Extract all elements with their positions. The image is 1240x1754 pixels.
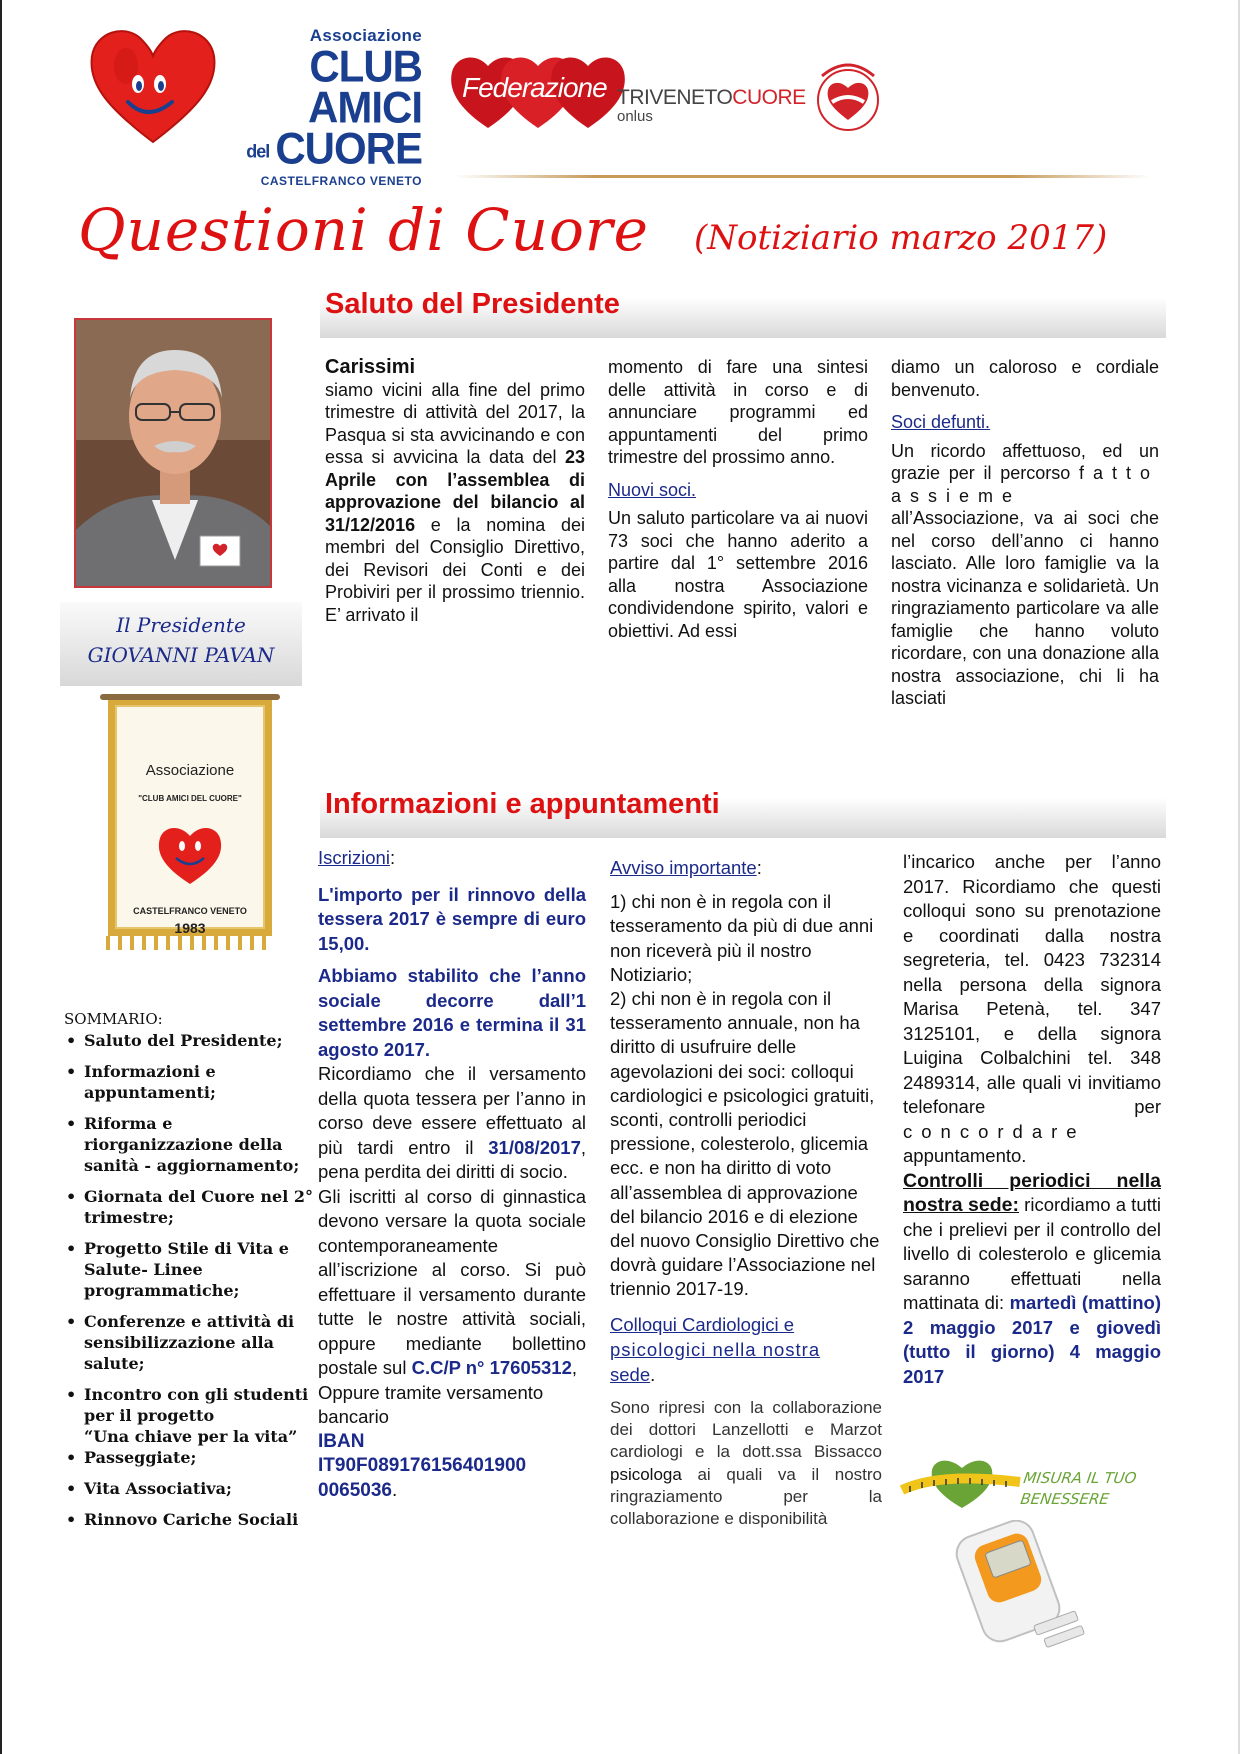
iscrizioni-colon: : <box>389 847 396 868</box>
iscrizioni-bancario: Oppure tramite versamento bancario <box>318 1381 544 1427</box>
sommario-item: • Giornata del Cuore nel 2° trimestre; <box>64 1186 314 1228</box>
controlli-date: martedì (mattino) 2 maggio 2017 e giovedì (tutto il giorno) 4 maggio 2017 <box>903 1292 1161 1387</box>
sommario-item: • Saluto del Presidente; <box>64 1030 314 1051</box>
club-pennant <box>100 688 280 956</box>
saluto-benvenuto: diamo un caloroso e cordiale benvenuto. <box>891 357 1159 400</box>
section-heading-informazioni: Informazioni e appuntamenti <box>320 780 1166 838</box>
nuovi-soci-heading: Nuovi soci. <box>608 479 697 500</box>
avviso-punto-1: 1) chi non è in regola con il tesseramento da più di due anni non riceverà più il nostro Notiziario; <box>610 891 874 985</box>
saluto-column-3 <box>891 356 1159 710</box>
pennant-assoc: Associazione <box>145 762 235 779</box>
sommario-item: • Progetto Stile di Vita e Salute- Linee programmatiche; <box>64 1238 314 1301</box>
colloqui-heading-end: . <box>650 1363 656 1385</box>
pennant-city: CASTELFRANCO VENETO <box>133 906 247 916</box>
iscrizioni-ccp-comma: , <box>571 1357 578 1378</box>
tape-heart-icon <box>900 1452 1025 1512</box>
president-role: Il Presidente <box>116 613 246 637</box>
club-city: CASTELFRANCO VENETO <box>260 174 422 189</box>
saluto-con: con <box>376 469 448 490</box>
club-name-logo <box>232 26 422 188</box>
president-caption <box>60 602 302 686</box>
info-column-1 <box>318 846 586 1503</box>
conacuore-logo <box>808 56 888 136</box>
controlli-text: ricordiamo a tutti che i prelievi per il controllo del livello di colesterolo e glicemia saranno effettuati nella mattinata di: <box>903 1194 1162 1313</box>
saluto-text-a: siamo vicini alla fine del primo trimestre di attività del 2017, la Pasqua si sta avvicinando e con essa si avvicina la data del <box>325 379 585 467</box>
nuovi-soci-text: Un saluto particolare va ai nuovi 73 soci che hanno aderito a partire dal 1° settembre 2016 alla nostra Associazione condividendone spirito, valori e obiettivi. Ad essi <box>608 508 868 641</box>
triveneto-text: TRIVENETO <box>617 86 733 109</box>
glucometer-icon <box>940 1520 1090 1650</box>
misura-line-2: BENESSERE <box>1019 1490 1111 1508</box>
president-name: GIOVANNI PAVAN <box>87 643 275 667</box>
soci-defunti-heading: Soci defunti. <box>891 412 991 432</box>
saluto-column-2 <box>608 356 868 642</box>
sommario-item: • Passeggiate; <box>64 1447 314 1468</box>
avviso-heading: Avviso importante <box>610 857 757 878</box>
colloqui-text-b: ai quali va il nostro ringraziamento per la collaborazione e disponibilità <box>610 1464 882 1529</box>
section-heading-saluto: Saluto del Presidente <box>320 280 1166 338</box>
iscrizioni-heading: Iscrizioni <box>318 847 390 868</box>
iscrizioni-importo: L'importo per il rinnovo della tessera 2017 è sempre di euro 15,00. <box>318 883 586 954</box>
club-assoc-text: Associazione <box>309 26 422 45</box>
avviso-punto-2: 2) chi non è in regola con il tesseramento annuale, non ha diritto di usufruire delle agevolazioni dei soci: colloqui cardiologici e psicologici gratuiti, sconti, controlli periodici pressione, colesterolo, glicemia ecc. e non ha diritto di voto all’assemblea di approvazione del bilancio 2016 e di elezione del nuovo Consiglio Direttivo che dovrà guidare l’Associazione nel triennio 2017-19. <box>610 988 880 1300</box>
iban-part2: 0065036 <box>318 1479 392 1501</box>
sommario-item: • Riforma e riorganizzazione della sanità - aggiornamento; <box>64 1113 314 1176</box>
info-column-2 <box>610 856 882 1530</box>
sommario-item-sub: “Una chiave per la vita” <box>84 1427 298 1446</box>
sommario-item: • Vita Associativa; <box>64 1478 314 1499</box>
club-heart-logo <box>88 26 218 146</box>
saluto-date: 23 Aprile <box>325 447 585 490</box>
misura-line-1: MISURA IL TUO <box>1022 1469 1138 1487</box>
club-line3: CUORE <box>275 123 422 174</box>
iban-part1: IT90F089176156401900 <box>318 1455 527 1476</box>
sommario-item <box>64 1384 314 1447</box>
president-photo <box>74 318 272 588</box>
sommario-item: • Conferenze e attività di sensibilizzazione alla salute; <box>64 1311 314 1374</box>
colloqui-concordare: concordare <box>903 1120 1086 1142</box>
pennant-year: 1983 <box>174 920 206 936</box>
iban-end: . <box>391 1479 398 1501</box>
pennant-club: "CLUB AMICI DEL CUORE" <box>138 794 242 803</box>
info-column-3 <box>903 850 1161 1389</box>
controlli-heading: Controlli periodici nella nostra sede: <box>903 1169 1161 1216</box>
iscrizioni-pena: , pena perdita dei diritti di socio. <box>318 1136 586 1182</box>
club-line1: CLUB <box>309 41 422 92</box>
colloqui-appuntamento: appuntamento. <box>903 1145 1027 1166</box>
president-portrait-image <box>76 320 272 588</box>
sommario-item: • Informazioni e appuntamenti; <box>64 1061 314 1103</box>
triveneto-logo <box>617 86 806 110</box>
saluto-text-d: e la nomina dei membri del Consiglio Direttivo, dei Revisori dei Conti e dei Probiviri per il prossimo triennio. E’ arrivato il <box>325 514 585 625</box>
sommario <box>64 1010 314 1540</box>
federazione-text: Federazione <box>462 72 607 103</box>
saluto-assemblea: l’assemblea di approvazione del bilancio al 31/12/2016 <box>325 469 585 535</box>
iscrizioni-anno-sociale: Abbiamo stabilito che l’anno sociale decorre dall’1 settembre 2016 e termina il 31 agosto 2017. <box>318 965 586 1060</box>
iscrizioni-ricordiamo: Ricordiamo che il versamento della quota tessera per l’anno in corso deve essere effettuato al più tardi entro il <box>318 1063 586 1158</box>
sommario-list <box>64 1030 314 1530</box>
iscrizioni-ccp: C.C/P n° 17605312 <box>411 1357 572 1378</box>
sommario-item-text: Incontro con gli studenti per il progetto <box>84 1385 309 1425</box>
club-del: del <box>246 140 270 162</box>
colloqui-psicologa: psicologa <box>610 1464 682 1484</box>
soci-defunti-spaced: fatto assieme <box>891 463 1159 506</box>
misura-benessere-image <box>900 1452 1160 1512</box>
soci-defunti-text-a: Un ricordo affettuoso, ed un grazie per il percorso <box>891 440 1159 483</box>
soci-defunti-text-b: all’Associazione, va ai soci che nel corso dell’anno ci hanno lasciato. Alle loro famiglie va la nostra vicinanza e solidarietà. Un ringraziamento particolare va alle famiglie che hanno voluto ricordare, con una donazione alla nostra associazione, chi li ha lasciati <box>891 508 1159 708</box>
iban-label: IBAN <box>318 1430 365 1452</box>
saluto-text-c2: momento di fare una sintesi delle attività in corso e di annunciare programmi ed appuntamenti del primo trimestre del prossimo anno. <box>608 357 868 467</box>
sommario-title: SOMMARIO: <box>64 1010 163 1028</box>
sommario-item: • Rinnovo Cariche Sociali <box>64 1509 314 1530</box>
newsletter-subtitle: (Notiziario marzo 2017) <box>694 218 1108 258</box>
header-divider <box>455 175 1150 178</box>
iscrizioni-ginnastica: Gli iscritti al corso di ginnastica devono versare la quota sociale contemporaneamente all’iscrizione al corso. Si può effettuare il versamento durante tutte le nostre attività sociali, oppure mediante bollettino postale sul <box>318 1185 586 1378</box>
colloqui-text-a: Sono ripresi con la collaborazione dei dottori Lanzellotti e Marzot cardiologi e la dott.ssa Bissacco <box>610 1397 882 1462</box>
colloqui-prenotazione: l’incarico anche per l’anno 2017. Ricordiamo che questi colloqui sono su prenotazione e coordinati dalla nostra segreteria, tel. 0423 732314 nella persona della signora Marisa Petenà, tel. 347 3125101, e della signora Luigina Colbalchini tel. 348 2489314, alle quali vi invitiamo telefonare per <box>903 851 1161 1117</box>
triveneto-onlus: onlus <box>617 108 653 125</box>
avviso-colon: : <box>756 857 762 878</box>
colloqui-heading-2: psicologici nella nostra <box>610 1338 821 1360</box>
colloqui-heading-1: Colloqui Cardiologici e <box>610 1313 795 1335</box>
saluto-column-1 <box>325 356 585 626</box>
newsletter-title: Questioni di Cuore <box>78 196 649 264</box>
club-line2: AMICI <box>308 82 422 133</box>
iscrizioni-scadenza: 31/08/2017 <box>488 1136 581 1158</box>
saluto-greeting: Carissimi <box>325 356 416 378</box>
triveneto-cuore-text: CUORE <box>732 86 806 109</box>
colloqui-heading-3: sede <box>610 1363 651 1385</box>
